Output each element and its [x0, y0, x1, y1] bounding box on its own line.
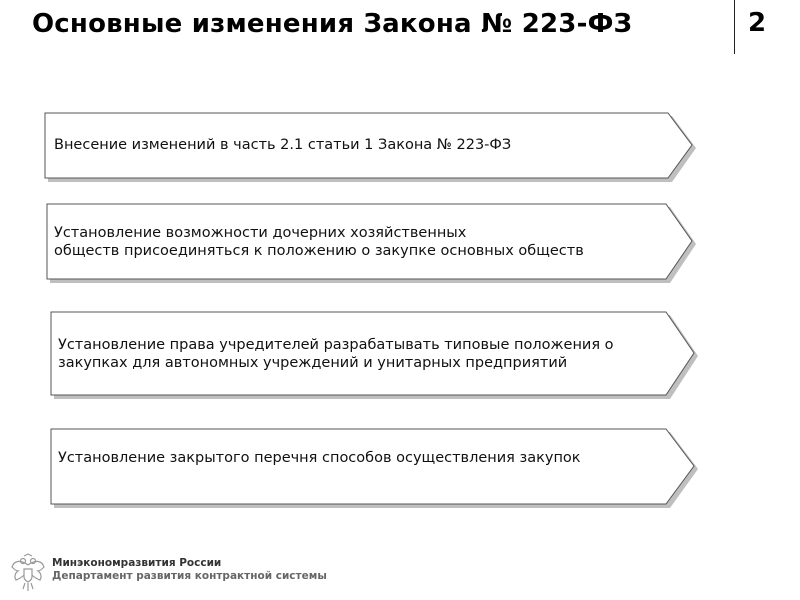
- change-item-4: [50, 428, 698, 506]
- change-item-3: [50, 311, 698, 397]
- change-item-4-text: Установление закрытого перечня способов осуществления закупок: [58, 450, 581, 466]
- footer-text: [52, 557, 327, 583]
- footer-ministry: Минэкономразвития России: [52, 557, 222, 569]
- change-item-3-text: Установление права учредителей разрабатывать типовые положения о закупках для автономных учреждений и унитарных предприятий: [58, 337, 614, 371]
- russian-coat-of-arms-icon: [10, 553, 46, 597]
- arrow-shape-4: [50, 428, 698, 506]
- page-number: 2: [748, 8, 767, 38]
- slide-title: Основные изменения Закона № 223-ФЗ: [32, 9, 633, 39]
- change-item-2-text: Установление возможности дочерних хозяйственных обществ присоединяться к положению о закупке основных обществ: [54, 225, 584, 259]
- change-item-1: [44, 112, 696, 180]
- change-item-2: [46, 203, 696, 281]
- title-divider: [734, 0, 735, 54]
- footer-department: Департамент развития контрактной системы: [52, 570, 327, 582]
- change-item-1-text: Внесение изменений в часть 2.1 статьи 1 Закона № 223-ФЗ: [54, 137, 512, 153]
